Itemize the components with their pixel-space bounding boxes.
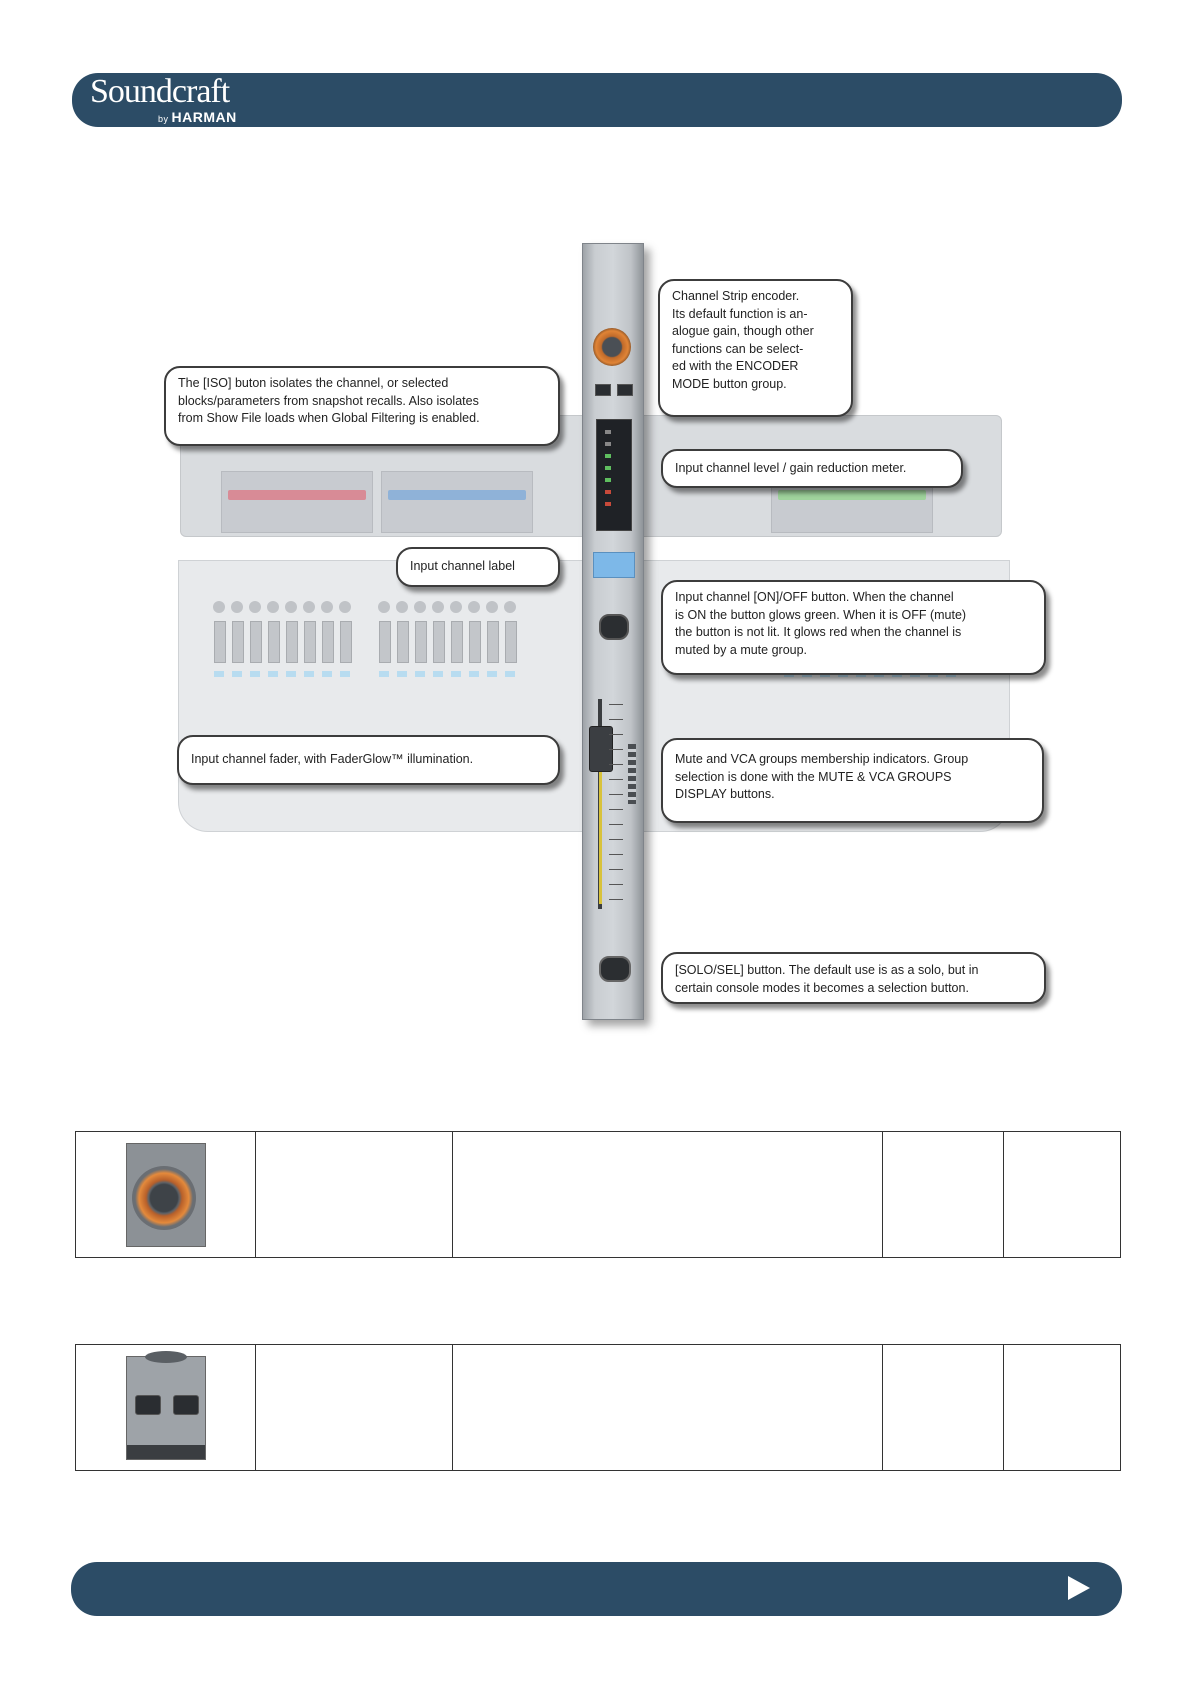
console-knob: [450, 601, 462, 613]
fader-scale-tick: [609, 854, 623, 855]
table-cell: [883, 1345, 1004, 1471]
console-fader: [340, 621, 352, 663]
fader-scale-tick: [609, 899, 623, 900]
channel-strip: [582, 243, 644, 1020]
console-glow: [505, 671, 515, 677]
strip-button[interactable]: [617, 384, 633, 396]
console-glow: [487, 671, 497, 677]
control-table-encoder: [75, 1131, 1121, 1258]
fader-scale-tick: [609, 824, 623, 825]
console-screen: [221, 471, 373, 533]
console-knob: [339, 601, 351, 613]
console-fader: [268, 621, 280, 663]
group-indicators: [628, 744, 636, 804]
console-knob: [432, 601, 444, 613]
table-cell: [1004, 1132, 1121, 1258]
callout-encoder: Channel Strip encoder. Its default function is an- alogue gain, though other functions can be select- ed with the ENCODER MODE button group.: [658, 279, 853, 417]
fader-scale-tick: [609, 809, 623, 810]
console-glow: [250, 671, 260, 677]
table-cell: [453, 1132, 883, 1258]
console-fader: [415, 621, 427, 663]
console-fader: [433, 621, 445, 663]
console-fader: [286, 621, 298, 663]
console-glow: [286, 671, 296, 677]
brand-logo: Soundcraft: [90, 73, 230, 110]
console-knob: [378, 601, 390, 613]
console-fader: [379, 621, 391, 663]
fader-scale-tick: [609, 704, 623, 705]
console-glow: [469, 671, 479, 677]
table-cell-image: [76, 1345, 256, 1471]
console-fader: [250, 621, 262, 663]
console-fader: [304, 621, 316, 663]
callout-mute-vca: Mute and VCA groups membership indicators. Group selection is done with the MUTE & VCA GROUPS DISPLAY buttons.: [661, 738, 1044, 823]
callout-meter: Input channel level / gain reduction meter.: [661, 449, 963, 488]
console-glow: [415, 671, 425, 677]
console-knob: [486, 601, 498, 613]
console-fader: [451, 621, 463, 663]
console-fader: [469, 621, 481, 663]
callout-fader: Input channel fader, with FaderGlow™ illumination.: [177, 735, 560, 785]
table-cell: [256, 1345, 453, 1471]
fader-scale-tick: [609, 839, 623, 840]
console-glow: [268, 671, 278, 677]
table-cell: [256, 1132, 453, 1258]
console-glow: [451, 671, 461, 677]
fader-scale-tick: [609, 749, 623, 750]
fader-scale-tick: [609, 884, 623, 885]
fader-scale-tick: [609, 794, 623, 795]
console-glow: [232, 671, 242, 677]
console-glow: [433, 671, 443, 677]
fader-scale-tick: [609, 734, 623, 735]
console-glow: [379, 671, 389, 677]
callout-iso: The [ISO] buton isolates the channel, or selected blocks/parameters from snapshot recalls. Also isolates from Show File loads when Global Filtering is enabled.: [164, 366, 560, 446]
console-screen: [381, 471, 533, 533]
callout-label: Input channel label: [396, 547, 560, 587]
table-cell: [453, 1345, 883, 1471]
console-fader: [322, 621, 334, 663]
table-row: [76, 1345, 1121, 1471]
callout-on-off: Input channel [ON]/OFF button. When the channel is ON the button glows green. When it is OFF (mute) the button is not lit. It glows red when the channel is muted by a mute group.: [661, 580, 1046, 675]
console-glow: [304, 671, 314, 677]
play-triangle-icon[interactable]: [1068, 1576, 1090, 1600]
level-meter: [596, 419, 632, 531]
fader-scale-tick: [609, 719, 623, 720]
fader-scale-tick: [609, 764, 623, 765]
channel-label: [593, 552, 635, 578]
console-knob: [468, 601, 480, 613]
brand-sub: by HARMAN: [158, 109, 237, 125]
table-cell-image: [76, 1132, 256, 1258]
control-table-buttons: [75, 1344, 1121, 1471]
buttons-thumbnail: [126, 1356, 206, 1460]
faderglow: [599, 764, 602, 904]
console-fader: [232, 621, 244, 663]
console-fader: [214, 621, 226, 663]
console-fader: [487, 621, 499, 663]
table-row: [76, 1132, 1121, 1258]
console-knob: [504, 601, 516, 613]
console-knob: [285, 601, 297, 613]
console-knob: [249, 601, 261, 613]
solo-sel-button[interactable]: [599, 956, 631, 982]
console-knob: [396, 601, 408, 613]
console-knob: [303, 601, 315, 613]
footer-bar: [71, 1562, 1122, 1616]
channel-strip-encoder[interactable]: [593, 328, 631, 366]
console-fader: [397, 621, 409, 663]
table-cell: [1004, 1345, 1121, 1471]
header-bar: [72, 73, 1122, 127]
callout-solo: [SOLO/SEL] button. The default use is as a solo, but in certain console modes it becomes a selection button.: [661, 952, 1046, 1004]
encoder-thumbnail: [126, 1143, 206, 1247]
fader-scale-tick: [609, 869, 623, 870]
console-fader: [505, 621, 517, 663]
fader-scale-tick: [609, 779, 623, 780]
console-knob: [267, 601, 279, 613]
console-knob: [213, 601, 225, 613]
console-knob: [231, 601, 243, 613]
console-glow: [322, 671, 332, 677]
iso-button[interactable]: [595, 384, 611, 396]
console-glow: [397, 671, 407, 677]
on-off-button[interactable]: [599, 614, 629, 640]
table-cell: [883, 1132, 1004, 1258]
console-glow: [340, 671, 350, 677]
console-knob: [321, 601, 333, 613]
console-knob: [414, 601, 426, 613]
console-glow: [214, 671, 224, 677]
